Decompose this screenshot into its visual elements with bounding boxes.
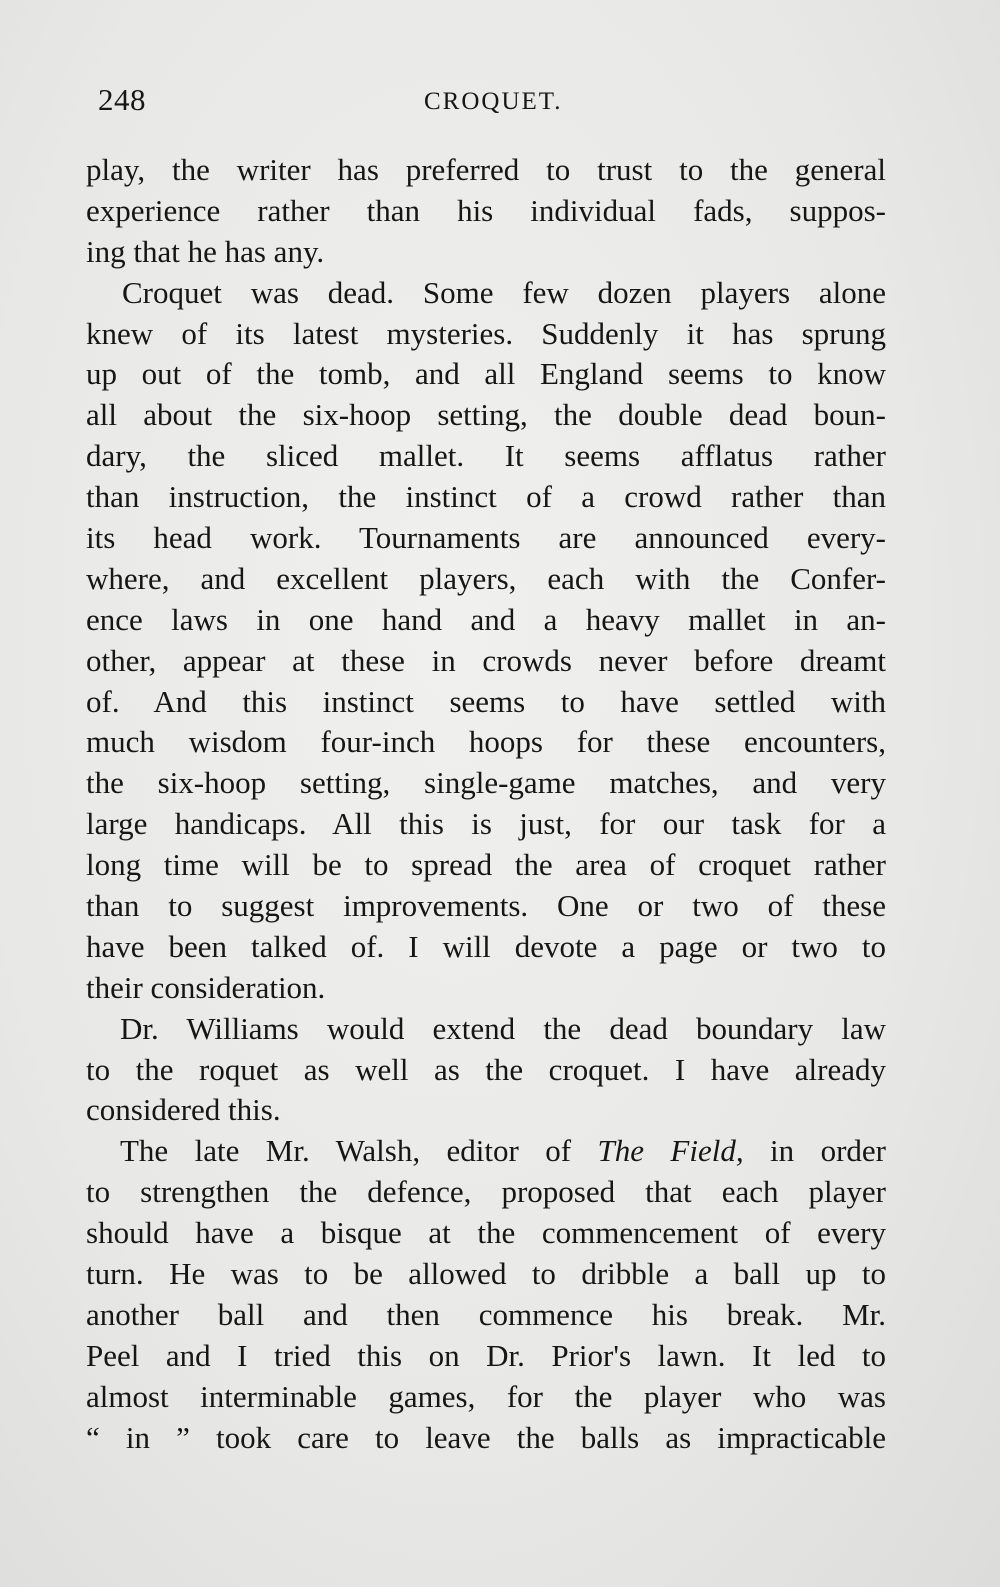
text-line: experience rather than his individual fads, suppos-: [86, 192, 886, 228]
text-line: much wisdom four-inch hoops for these encounters,: [86, 724, 886, 760]
text-line: ence laws in one hand and a heavy mallet in an-: [86, 601, 886, 637]
text-line: have been talked of. I will devote a page or two to: [86, 928, 886, 964]
text-line: its head work. Tournaments are announced every-: [86, 520, 886, 556]
italic-title: The Field,: [597, 1133, 744, 1169]
text-line: play, the writer has preferred to trust to the general: [86, 152, 886, 187]
text-line: considered this.: [86, 1092, 281, 1128]
body-text: [86, 150, 886, 1459]
text-line: large handicaps. All this is just, for our task for a: [86, 806, 886, 842]
text-line: other, appear at these in crowds never before dreamt: [86, 642, 886, 678]
text-line: to strengthen the defence, proposed that each player: [86, 1174, 886, 1210]
text-line: Dr. Williams would extend the dead boundary law: [120, 1010, 886, 1046]
text-line: ing that he has any.: [86, 233, 325, 269]
text-line: of. And this instinct seems to have settled with: [86, 683, 886, 719]
text-line: the six-hoop setting, single-game matches, and very: [86, 765, 886, 801]
text-line: where, and excellent players, each with the Confer-: [86, 560, 886, 596]
text-line-with-italic: [86, 1131, 886, 1172]
text-line: than instruction, the instinct of a crowd rather than: [86, 479, 886, 515]
text-line: long time will be to spread the area of croquet rather: [86, 847, 886, 883]
text-line: all about the six-hoop setting, the double dead boun-: [86, 397, 886, 433]
text-line: almost interminable games, for the player who was: [86, 1378, 886, 1414]
text-line: “ in ” took care to leave the balls as impracticable: [86, 1419, 886, 1455]
text-segment: in order: [743, 1133, 886, 1169]
text-line: dary, the sliced mallet. It seems afflatus rather: [86, 438, 886, 474]
text-line: than to suggest improvements. One or two of these: [86, 888, 886, 924]
text-line: Croquet was dead. Some few dozen players alone: [122, 274, 886, 310]
text-line: their consideration.: [86, 969, 326, 1005]
text-line: to the roquet as well as the croquet. I have already: [86, 1051, 886, 1087]
text-segment: The late Mr. Walsh, editor of: [120, 1133, 598, 1169]
text-line: Peel and I tried this on Dr. Prior's lawn. It led to: [86, 1337, 886, 1373]
text-line: knew of its latest mysteries. Suddenly it has sprung: [86, 315, 886, 351]
text-line: up out of the tomb, and all England seems to know: [86, 356, 886, 392]
text-line: turn. He was to be allowed to dribble a ball up to: [86, 1256, 886, 1292]
text-line: should have a bisque at the commencement of every: [86, 1215, 886, 1251]
running-head: CROQUET.: [424, 88, 563, 115]
page-number: 248: [98, 82, 146, 117]
text-line: another ball and then commence his break. Mr.: [86, 1296, 886, 1332]
page-header: [98, 82, 898, 122]
